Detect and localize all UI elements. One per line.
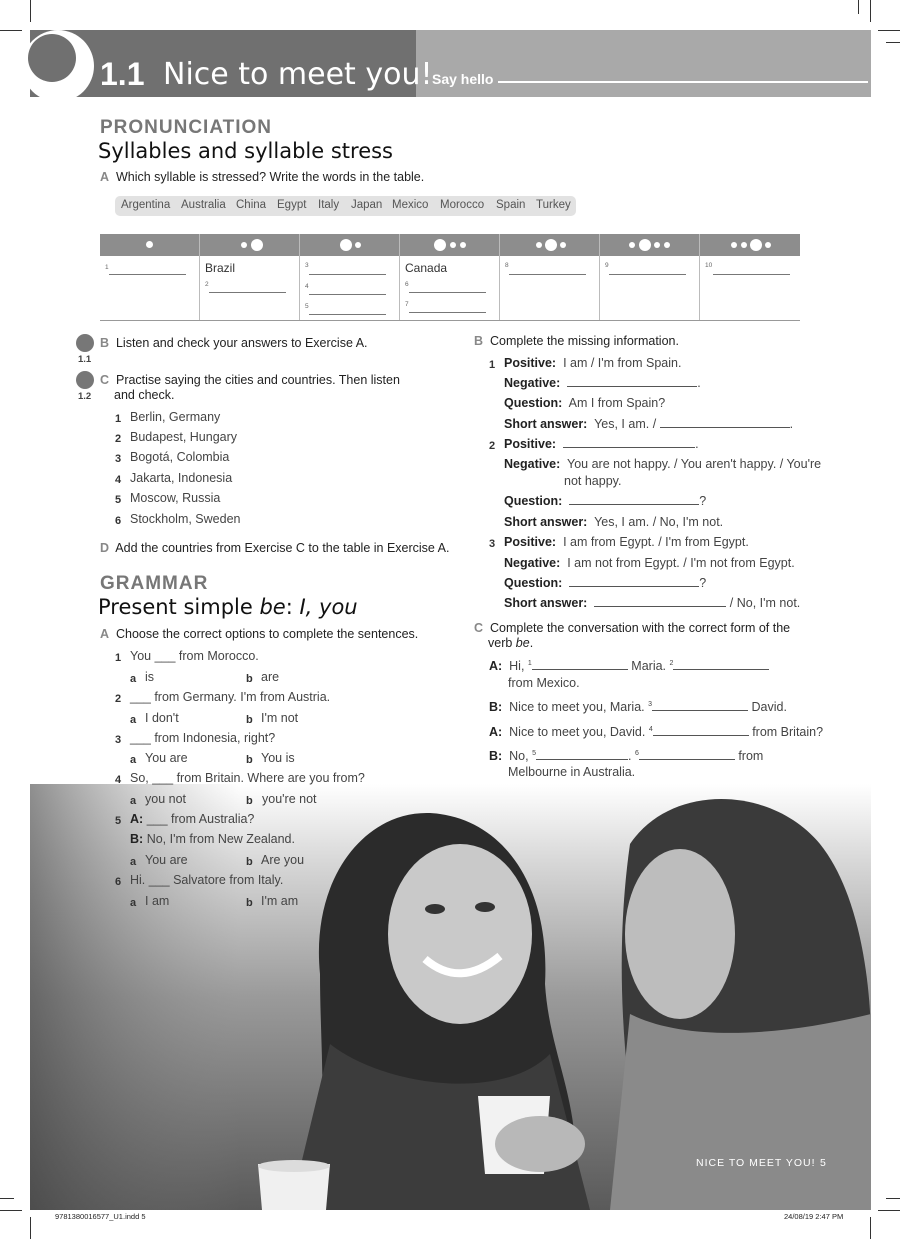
cell-number: 2 <box>205 281 209 288</box>
stress-dot-large <box>340 239 352 251</box>
row-text: You are not happy. / You aren't happy. / You're <box>567 457 822 471</box>
stress-dot-small <box>741 242 747 248</box>
negative-row: Negative: . <box>504 376 701 390</box>
option-letter: a <box>130 714 137 726</box>
stress-dot-small <box>560 242 566 248</box>
answer-line <box>109 274 186 275</box>
row-label: Positive: <box>504 535 557 549</box>
stress-dot-small <box>654 242 660 248</box>
crop-mark <box>0 1210 22 1211</box>
row-text: Yes, I am. / No, I'm not. <box>594 515 724 529</box>
instruction-part: . <box>529 636 534 650</box>
speaker-label: B: <box>130 832 144 846</box>
question-row <box>504 396 665 410</box>
question-text: Hi. ___ Salvatore from Italy. <box>130 873 284 887</box>
answer-line <box>209 292 286 293</box>
speaker-label: A: <box>130 812 144 826</box>
dialogue-text: from <box>734 749 764 763</box>
audio-speaker-icon[interactable] <box>76 334 94 352</box>
unit-number: 1.1 <box>100 56 145 92</box>
city-country-item: Stockholm, Sweden <box>130 512 241 526</box>
table-column <box>200 234 300 320</box>
example-word: Brazil <box>205 261 236 275</box>
row-label: Short answer: <box>504 596 588 610</box>
title-part: Present simple <box>98 595 260 619</box>
item-number: 3 <box>115 453 122 465</box>
row-text: I am not from Egypt. / I'm not from Egypt. <box>567 556 795 570</box>
item-number: 3 <box>115 734 122 746</box>
question-text: You ___ from Morocco. <box>130 649 259 663</box>
option-letter: a <box>130 897 137 909</box>
item-number: 3 <box>489 538 496 550</box>
exercise-c-instruction <box>100 373 400 388</box>
dialogue-text: No, <box>509 749 533 763</box>
table-column <box>300 234 400 320</box>
item-number: 1 <box>489 359 496 371</box>
city-country-item: Budapest, Hungary <box>130 430 238 444</box>
audio-track-number: 1.1 <box>78 354 92 365</box>
instruction-text: Choose the correct options to complete the sentences. <box>115 627 419 641</box>
word-bank-item: China <box>236 199 267 211</box>
crop-mark <box>886 42 900 43</box>
stress-dot-large <box>251 239 263 251</box>
pronunciation-heading: PRONUNCIATION <box>100 117 273 138</box>
positive-row: Positive: . <box>504 437 699 451</box>
dialogue-line <box>489 725 823 739</box>
option-a[interactable]: You are <box>145 853 188 867</box>
answer-line <box>609 274 686 275</box>
page-number: 5 <box>820 1157 826 1169</box>
item-number: 1 <box>115 413 122 425</box>
row-text: / No, I'm not. <box>729 596 801 610</box>
question-text: ___ from Germany. I'm from Austria. <box>130 690 331 704</box>
stress-dot-small <box>536 242 542 248</box>
title-part: : <box>285 595 300 619</box>
dialogue-line <box>489 700 787 714</box>
table-column <box>700 234 800 320</box>
option-b[interactable]: You is <box>261 751 295 765</box>
row-label: Negative: <box>504 376 561 390</box>
option-letter: b <box>246 714 253 726</box>
stress-dot-small <box>460 242 466 248</box>
crop-mark <box>0 1198 14 1199</box>
row-label: Question: <box>504 576 563 590</box>
row-label: Question: <box>504 396 563 410</box>
exercise-label: B <box>474 334 484 348</box>
gap-number: 2 <box>669 659 674 667</box>
cell-number: 4 <box>305 283 309 290</box>
word-bank-item: Australia <box>181 199 226 211</box>
instruction-part: verb <box>488 636 516 650</box>
question-part: No, I'm from New Zealand. <box>146 832 295 846</box>
word-bank-item: Egypt <box>277 199 307 211</box>
gap-number: 6 <box>634 749 639 757</box>
answer-line <box>309 314 386 315</box>
city-country-item: Berlin, Germany <box>130 410 221 424</box>
cell-number: 10 <box>705 262 713 269</box>
item-number: 6 <box>115 876 122 888</box>
instruction-text: Complete the missing information. <box>489 334 679 348</box>
stress-dot-large <box>639 239 651 251</box>
instruction-text: Practise saying the cities and countries. Then listen <box>115 373 400 387</box>
answer-blank[interactable] <box>652 700 748 711</box>
option-letter: a <box>130 673 137 685</box>
row-label: Positive: <box>504 437 557 451</box>
dialogue-text: Nice to meet you, David. <box>509 725 649 739</box>
title-part: I, you <box>299 595 358 619</box>
table-column <box>400 234 500 320</box>
short-answer-row <box>504 515 723 529</box>
stress-dot-small <box>241 242 247 248</box>
row-text: Yes, I am. / <box>594 417 657 431</box>
word-bank-item: Japan <box>351 199 383 211</box>
answer-blank[interactable] <box>563 437 695 448</box>
speaker-label: B: <box>489 700 503 714</box>
row-label: Short answer: <box>504 515 588 529</box>
city-country-item: Jakarta, Indonesia <box>130 471 233 485</box>
question-text <box>130 832 295 846</box>
option-b[interactable]: I'm not <box>261 711 299 725</box>
item-number: 1 <box>115 652 122 664</box>
item-number: 2 <box>115 433 122 445</box>
crop-mark <box>870 1217 871 1239</box>
dialogue-text: Melbourne in Australia. <box>508 765 636 779</box>
crop-mark <box>870 0 871 22</box>
item-number: 4 <box>115 474 122 486</box>
crop-mark <box>878 30 900 31</box>
instruction-text: Add the countries from Exercise C to the table in Exercise A. <box>115 541 450 555</box>
table-column <box>100 234 200 320</box>
footer-section-title: NICE TO MEET YOU! <box>696 1157 816 1169</box>
answer-blank[interactable] <box>653 725 749 736</box>
title-part: be <box>259 595 286 619</box>
gap-number: 3 <box>648 700 653 708</box>
instruction-text: Complete the conversation with the correct form of the <box>489 621 791 635</box>
exercise-a-instruction <box>100 170 424 185</box>
answer-blank[interactable] <box>569 576 699 587</box>
crop-mark <box>858 0 859 14</box>
answer-blank[interactable] <box>673 659 769 670</box>
answer-line <box>309 294 386 295</box>
city-country-item: Moscow, Russia <box>130 491 221 505</box>
example-word: Canada <box>405 261 448 275</box>
exercise-label: D <box>100 541 110 555</box>
item-number: 5 <box>115 494 122 506</box>
item-number: 2 <box>489 440 496 452</box>
print-slug-file: 9781380016577_U1.indd 5 <box>55 1212 146 1221</box>
print-slug-date: 24/08/19 2:47 PM <box>784 1212 844 1221</box>
cell-number: 7 <box>405 301 409 308</box>
grammar-a-instruction <box>100 627 418 642</box>
cell-number: 3 <box>305 262 309 269</box>
speaker-label: B: <box>489 749 503 763</box>
word-bank-item: Morocco <box>440 199 485 211</box>
option-letter: b <box>246 795 253 807</box>
answer-blank[interactable] <box>660 417 790 428</box>
crop-mark <box>0 30 22 31</box>
question-part: ___ from Australia? <box>146 812 255 826</box>
exercise-label: C <box>100 373 110 387</box>
question-text: So, ___ from Britain. Where are you from? <box>130 771 365 785</box>
cell-number: 9 <box>605 262 609 269</box>
cell-number: 6 <box>405 281 409 288</box>
word-bank-item: Argentina <box>121 199 171 211</box>
instruction-text: Listen and check your answers to Exercise A. <box>115 336 368 350</box>
word-bank-item: Spain <box>496 199 526 211</box>
option-a[interactable]: You are <box>145 751 188 765</box>
crop-mark <box>30 0 31 22</box>
option-b[interactable]: Are you <box>261 853 305 867</box>
dialogue-text: Maria. <box>627 659 670 673</box>
row-label: Short answer: <box>504 417 588 431</box>
short-answer-row <box>504 596 800 610</box>
answer-line <box>509 274 586 275</box>
dialogue-line <box>489 659 769 673</box>
pronunciation-title: Syllables and syllable stress <box>98 139 393 163</box>
answer-blank[interactable] <box>594 596 726 607</box>
table-column <box>500 234 600 320</box>
stress-dot-small <box>355 242 361 248</box>
option-letter: a <box>130 856 137 868</box>
option-a[interactable]: is <box>145 670 155 684</box>
dialogue-text: from Britain? <box>748 725 824 739</box>
grammar-c-instruction <box>474 621 790 636</box>
exercise-label: B <box>100 336 110 350</box>
dialogue-text: Hi, <box>509 659 528 673</box>
audio-speaker-icon[interactable] <box>76 371 94 389</box>
word-bank-item: Turkey <box>536 199 571 211</box>
instruction-text: Which syllable is stressed? Write the words in the table. <box>115 170 425 184</box>
option-letter: a <box>130 754 137 766</box>
word-bank-item: Italy <box>318 199 340 211</box>
question-text <box>130 812 254 826</box>
crop-mark <box>886 1198 900 1199</box>
row-text: Am I from Spain? <box>568 396 666 410</box>
crop-mark <box>878 1210 900 1211</box>
stress-table <box>100 234 800 321</box>
answer-blank[interactable] <box>567 376 697 387</box>
unit-title: Nice to meet you! <box>163 57 433 92</box>
option-letter: b <box>246 754 253 766</box>
answer-line <box>713 274 790 275</box>
audio-track-number: 1.2 <box>78 391 92 402</box>
stress-dot-small <box>731 242 737 248</box>
row-text: I am / I'm from Spain. <box>563 356 682 370</box>
photo-image <box>30 784 871 1210</box>
option-letter: a <box>130 795 137 807</box>
exercise-label: A <box>100 627 110 641</box>
gap-number: 1 <box>527 659 532 667</box>
row-label: Negative: <box>504 556 561 570</box>
option-a[interactable]: I am <box>145 894 170 908</box>
exercise-b-instruction <box>100 336 368 351</box>
header-rule <box>498 81 868 83</box>
item-number: 5 <box>115 815 122 827</box>
option-a[interactable]: you not <box>145 792 187 806</box>
row-label: Positive: <box>504 356 557 370</box>
speaker-label: A: <box>489 659 503 673</box>
answer-blank[interactable] <box>532 659 628 670</box>
stress-dot-large <box>146 241 153 248</box>
positive-row <box>504 535 749 549</box>
answer-blank[interactable] <box>569 494 699 505</box>
row-label: Question: <box>504 494 563 508</box>
short-answer-row: Short answer: Yes, I am. / . <box>504 417 794 431</box>
question-text: ___ from Indonesia, right? <box>130 731 276 745</box>
cell-number: 5 <box>305 303 309 310</box>
instruction-text: and check. <box>114 388 175 402</box>
crop-mark <box>30 1217 31 1239</box>
stress-dot-small <box>450 242 456 248</box>
option-b[interactable]: I'm am <box>261 894 299 908</box>
stress-dot-large <box>750 239 762 251</box>
stress-dot-small <box>664 242 670 248</box>
exercise-label: A <box>100 170 110 184</box>
stress-dot-small <box>629 242 635 248</box>
row-label: Negative: <box>504 457 561 471</box>
dialogue-text: David. <box>748 700 787 714</box>
option-a[interactable]: I don't <box>145 711 179 725</box>
option-letter: b <box>246 897 253 909</box>
row-text: not happy. <box>564 474 622 488</box>
option-letter: b <box>246 673 253 685</box>
answer-line <box>409 312 486 313</box>
dialogue-text: Nice to meet you, Maria. <box>509 700 649 714</box>
negative-row <box>504 556 795 570</box>
cell-number: 8 <box>505 262 509 269</box>
question-row: Question: ? <box>504 494 707 508</box>
answer-blank[interactable] <box>536 749 628 760</box>
positive-row <box>504 356 681 370</box>
option-b[interactable]: are <box>261 670 280 684</box>
gap-number: 5 <box>532 749 536 757</box>
gap-number: 4 <box>648 725 653 733</box>
dialogue-text: from Mexico. <box>508 676 580 690</box>
exercise-label: C <box>474 621 484 635</box>
answer-line <box>309 274 386 275</box>
question-row: Question: ? <box>504 576 707 590</box>
stress-dot-large <box>545 239 557 251</box>
answer-blank[interactable] <box>639 749 735 760</box>
instruction-text <box>488 636 533 651</box>
option-b[interactable]: you're not <box>262 792 317 806</box>
grammar-title <box>98 595 358 619</box>
word-bank <box>115 196 576 216</box>
instruction-part: be <box>515 636 530 650</box>
option-letter: b <box>246 856 253 868</box>
unit-circle-fill <box>28 34 76 82</box>
photo-two-women-coffee <box>30 784 871 1210</box>
stress-dot-small <box>765 242 771 248</box>
cell-number: 1 <box>105 264 109 271</box>
negative-row <box>504 457 821 471</box>
grammar-heading: GRAMMAR <box>100 573 209 594</box>
item-number: 6 <box>115 515 122 527</box>
city-country-item: Bogotá, Colombia <box>130 450 230 464</box>
answer-line <box>409 292 486 293</box>
dialogue-text: . <box>628 749 635 763</box>
row-text: I am from Egypt. / I'm from Egypt. <box>563 535 749 549</box>
item-number: 2 <box>115 693 122 705</box>
word-bank-item: Mexico <box>392 199 429 211</box>
speaker-label: A: <box>489 725 503 739</box>
item-number: 4 <box>115 774 122 786</box>
grammar-b-instruction <box>474 334 679 349</box>
dialogue-line <box>489 749 763 763</box>
exercise-d-instruction <box>100 541 449 556</box>
table-column <box>600 234 700 320</box>
stress-dot-large <box>434 239 446 251</box>
lesson-subtitle: Say hello <box>432 71 494 87</box>
